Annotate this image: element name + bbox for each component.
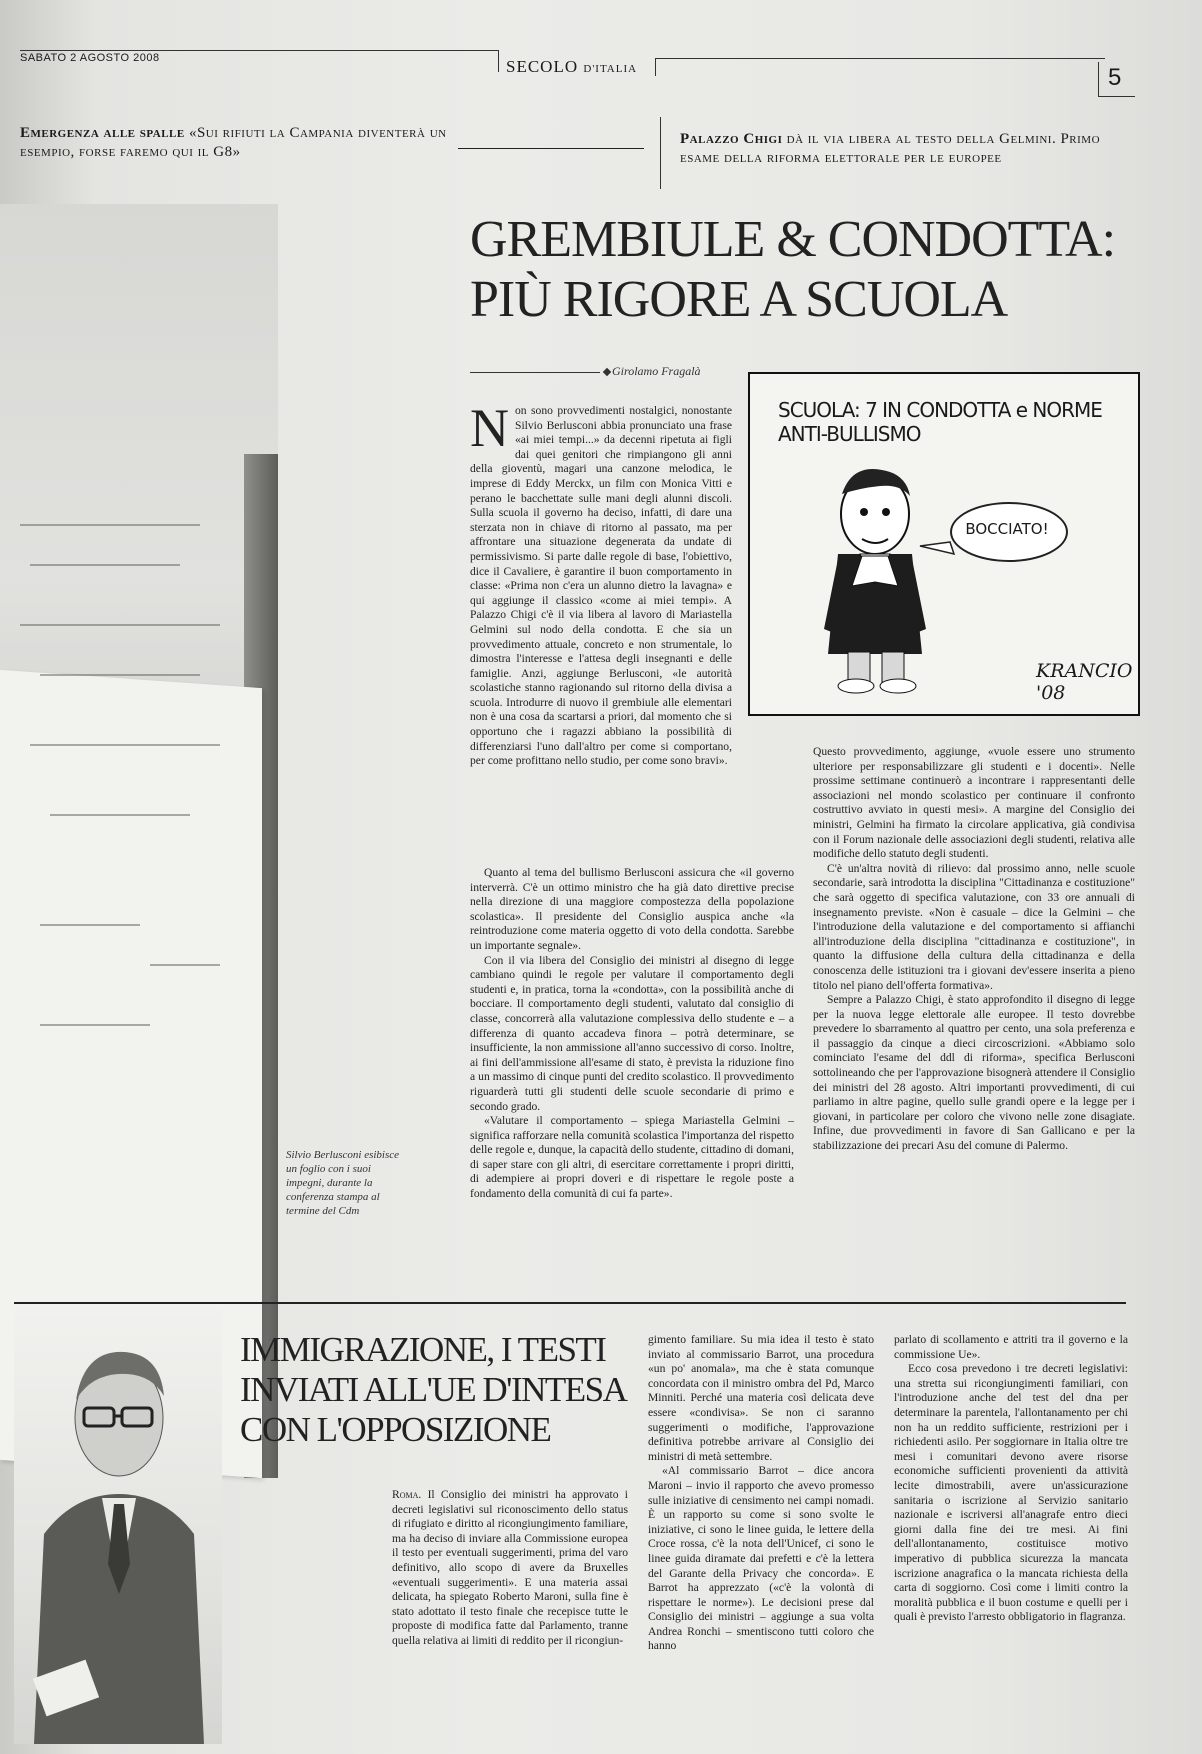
photo-handwriting [40,1024,150,1026]
berlusconi-photo [0,204,278,1274]
article-paragraph: on sono provvedimenti nostalgici, nonostante Silvio Berlusconi abbia pronunciato una frase «ai miei tempi...» da decenni ripetuta ai figli dai quei genitori che rimpiangono gli anni della gioventù, magari una canzone melodica, le imprese di Eddy Merckx, un film con Monica Vitti e perano le bacchettate sulle mani degli alunni discoli. Sulla scuola il governo ha deciso, infatti, di dare una sterzata non in chiave di ritorno al passato, ma per affrontare una situazione degenerata da undate di permissivismo. Si parte dalle regole di base, l'obiettivo, dice il Cavaliere, è garantire il buon comportamento in classe: «Prima non c'era un alunno dietro la lavagna» e qui aggiunge il classico «come ai miei tempi». A Palazzo Chigi c'è il via libera al lavoro di Mariastella Gelmini sul nodo della condotta. E che sia un provvedimento attuale, concreto e non strumentale, lo dimostra l'interesse e l'attesa degli insegnanti e delle famiglie. Anzi, aggiunge Berlusconi, «le autorità scolastiche stanno ragionando sul ritorno della divisa a scuola. Introdurre di nuovo il grembiule alle elementari non è una cosa da scartarsi a priori, dal momento che si opportuno che i ragazzi abbiano la possibilità di differenziarsi l'uno dall'altro per come si comportano, per come profittano nello studio, per come sono bravi». [470,404,732,768]
article-paragraph: C'è un'altra novità di rilievo: dal prossimo anno, nelle scuole secondarie, sarà introdotta la disciplina "Cittadinanza e costituzione" che sarà oggetto di specifica valutazione, con 33 ore annuali di insegnamento previste. «Non è casuale – dice la Gelmini – che l'introduzione della valutazione e del comportamento si affianchi all'introduzione della disciplina "cittadinanza e costituzione", in quanto la diffusione della cultura della cittadinanza e della conoscenza delle istituzioni tra i giovani dev'essere inserita a pieno titolo nel piano dell'offerta formativa». [813,861,1135,992]
kicker-separator [660,117,661,189]
second-headline: IMMIGRAZIONE, I TESTI INVIATI ALL'UE D'INTESA CON L'OPPOSIZIONE [240,1330,625,1449]
photo-handwriting [20,524,200,526]
article-paragraph: «Al commissario Barrot – dice ancora Maroni – invio il rapporto che avevo promesso sulle iniziative di censimento nei campi nomadi. È un rapporto su come si sono svolte le iniziative, ci sono le linee guida, le lettere della Croce rossa, c'è la nota dell'Unicef, ci sono le linee guida diramate dai prefetti e c'è la lettera del Garante della Privacy che concorda». E Barrot ha apprezzato («c'è la volontà di rispettare le norme»). Le decisioni prese dal Consiglio dei ministri – aggiunge a sua volta Andrea Ronchi – smentiscono tutti coloro che hanno [648,1464,874,1653]
speech-bubble-text: BOCCIATO! [965,520,1049,538]
masthead-main: SECOLO [506,57,579,76]
cartoon-title: SCUOLA: 7 IN CONDOTTA e NORME ANTI-BULLISMO [778,398,1102,446]
page-number: 5 [1108,64,1122,91]
kicker-left-rule [458,148,644,149]
dropcap: N [470,398,509,458]
article-column-1 [470,398,732,769]
article-paragraph: Quanto al tema del bullismo Berlusconi assicura che «il governo interverrà. C'è un ottimo ministro che ha già dato direttive precise nella direzione di una maggiore compostezza della popolazione scolastica». Il presidente del Consiglio auspica anche «la reintroduzione come materia oggetto di voto della condotta. Sarebbe un importante segnale». [470,866,794,952]
article-paragraph: Sempre a Palazzo Chigi, è stato approfondito il disegno di legge per la nuova legge elettorale alle europee. Il testo dovrebbe prevedere lo sbarramento al quattro per cento, una sola preferenza e il passaggio da cinque a dieci circoscrizioni. «Abbiamo solo cominciato l'esame del ddl di riforma», specifica Berlusconi sottolineando che per l'approvazione bisognerà attendere il Consiglio dei ministri del 28 agosto. Altri importanti provvedimenti, di cui parliamo in altre pagine, quello sulle grandi opere e la legge per i giovani, in particolare per coloro che vivono nelle zone disagiate. Infine, due provvedimenti in favore di San Gallicano e per la stabilizzazione dei precari Asu del comune di Palermo. [813,993,1135,1153]
article-paragraph: Il Consiglio dei ministri ha approvato i decreti legislativi sul riconoscimento dello status di rifugiato e diritto al ricongiungimento familiare, ma ha deciso di inviare alla Commissione europea il testo per eventuali suggerimenti, prima del varo definitivo, allo scopo di avere da Bruxelles «eventuali suggerimenti». E una materia assai delicata, ha spiegato Roberto Maroni, sulla fine è stato adottato il testo finale che recepisce tutte le proposte di modifica fatte dal Parlamento, tranne quella relativa ai limiti di reddito per il ricongiun- [392,1488,628,1647]
masthead-sub: D'ITALIA [583,63,638,75]
cartoonist-signature: KRANCIO '08 [1036,660,1133,704]
section-rule [14,1302,1126,1304]
photo-handwriting [30,564,180,566]
second-article-column-2 [648,1333,874,1654]
photo-caption: Silvio Berlusconi esibisce un foglio con i suoi impegni, durante la conferenza stampa al termine del Cdm [286,1149,400,1217]
article-paragraph: Ecco cosa prevedono i tre decreti legislativi: una stretta sui ricongiungimenti familiari, con l'introduzione anche del test del dna per determinare la parentela, l'allontanamento per chi non ha un reddito sufficiente, restrizioni per i richiedenti asilo. Per soggiornare in Italia oltre tre mesi i comunitari devono avere risorse economiche sufficienti provenienti da attività lecite dimostrabili, avere un'assicurazione sanitaria o iscrizione al Servizio sanitario nazionale e iscriversi all'anagrafe entro dieci giorni dalla fine dei tre mesi. Ai fini dell'allontanamento, costituisce motivo imperativo di pubblica sicurezza la mancata iscrizione anagrafica o la mancata richiesta della carta di soggiorno. Così come i limiti contro la moralità pubblica e il buon costume e quelli per i quali è previsto l'arresto obbligatorio in flagranza. [894,1362,1128,1624]
article-paragraph: «Valutare il comportamento – spiega Mariastella Gelmini – significa rafforzare nella comunità scolastica l'importanza del rispetto delle regole e, dunque, la capacità dello studente, cittadino di domani, di saper stare con gli altri, di esercitare correttamente i propri diritti, di adempiere ai propri doveri e di rispettare le regole poste a fondamento della comunità di cui fa parte». [470,1114,794,1201]
photo-handwriting [150,964,220,966]
header-rule-right [655,58,1105,59]
header-divider-right [655,58,656,76]
portrait-icon [14,1308,222,1744]
issue-date: SABATO 2 AGOSTO 2008 [20,52,160,64]
main-headline [470,210,1190,330]
dateline: Roma. [392,1488,422,1501]
kicker-left-text: «Sui rifiuti la Campania diventerà un esempio, forse faremo qui il G8» [20,125,447,160]
photo-handwriting [40,924,140,926]
byline-diamond-icon [603,368,611,376]
photo-handwriting [40,674,200,676]
article-column-2 [470,866,794,1202]
second-article-column-3 [894,1333,1128,1625]
article-paragraph: Questo provvedimento, aggiunge, «vuole essere uno strumento ulteriore per responsabilizzare gli studenti e i docenti». Nelle prossime settimane continuerò a incontrare i rappresentanti delle associazioni nel mondo scolastico per continuare il confronto costruttivo avviato in questi mesi». A margine del Consiglio dei ministri, Gelmini ha firmato la circolare applicativa, già condivisa con il Forum nazionale delle associazioni degli studenti, relativa alle modifiche dello statuto degli studenti. [813,745,1135,861]
header-rule-left [20,50,498,51]
maroni-photo [14,1308,222,1744]
header-divider [498,50,499,72]
byline-rule [470,372,600,373]
headline-line-1: GREMBIULE & CONDOTTA: [470,211,1116,268]
kicker-left [20,124,460,162]
kicker-left-bold: Emergenza alle spalle [20,125,185,141]
kicker-right [680,130,1120,168]
article-paragraph: parlato di scollamento e attriti tra il governo e la commissione Ue». [894,1333,1128,1361]
article-column-3 [813,745,1135,1154]
second-article-column-1 [392,1488,628,1649]
article-paragraph: gimento familiare. Su mia idea il testo è stato inviato al commissario Barrot, una procedura «un po' anomala», ma che è stata comunque concordata con il ministro ombra del Pd, Marco Minniti. Perché una materia così delicata deve essere «condivisa». Se non ci saranno suggerimenti o modifiche, l'approvazione definitiva potrebbe arrivare al Consiglio dei ministri di metà settembre. [648,1333,874,1463]
photo-handwriting [50,814,190,816]
masthead [506,57,637,77]
kicker-right-bold: Palazzo Chigi [680,131,783,147]
cartoon [748,372,1140,716]
photo-handwriting [20,624,220,626]
kicker-right-text: dà il via libera al testo della Gelmini. Primo esame della riforma elettorale per le europee [680,131,1101,166]
headline-line-2: PIÙ RIGORE A SCUOLA [470,271,1008,328]
photo-handwriting [30,744,220,746]
article-paragraph: Con il via libera del Consiglio dei ministri al disegno di legge cambiano quindi le regole per valutare il comportamento degli studenti e, in pratica, torna la «condotta», con la possibilità anche di bocciare. Il comportamento degli studenti, valutato dal consiglio di classe, concorrerà alla valutazione complessiva dello studente e – a differenza di quanto accadeva finora – potrà determinare, se insufficiente, la non ammissione all'anno successivo di corso. Inoltre, ai fini dell'ammissione all'esame di stato, è prevista la riduzione fino a un massimo di cinque punti del credito scolastico. Il provvedimento riguarderà tutti gli studenti delle scuole secondarie di primo e secondo grado. [470,953,794,1113]
byline: Girolamo Fragalà [612,364,701,378]
